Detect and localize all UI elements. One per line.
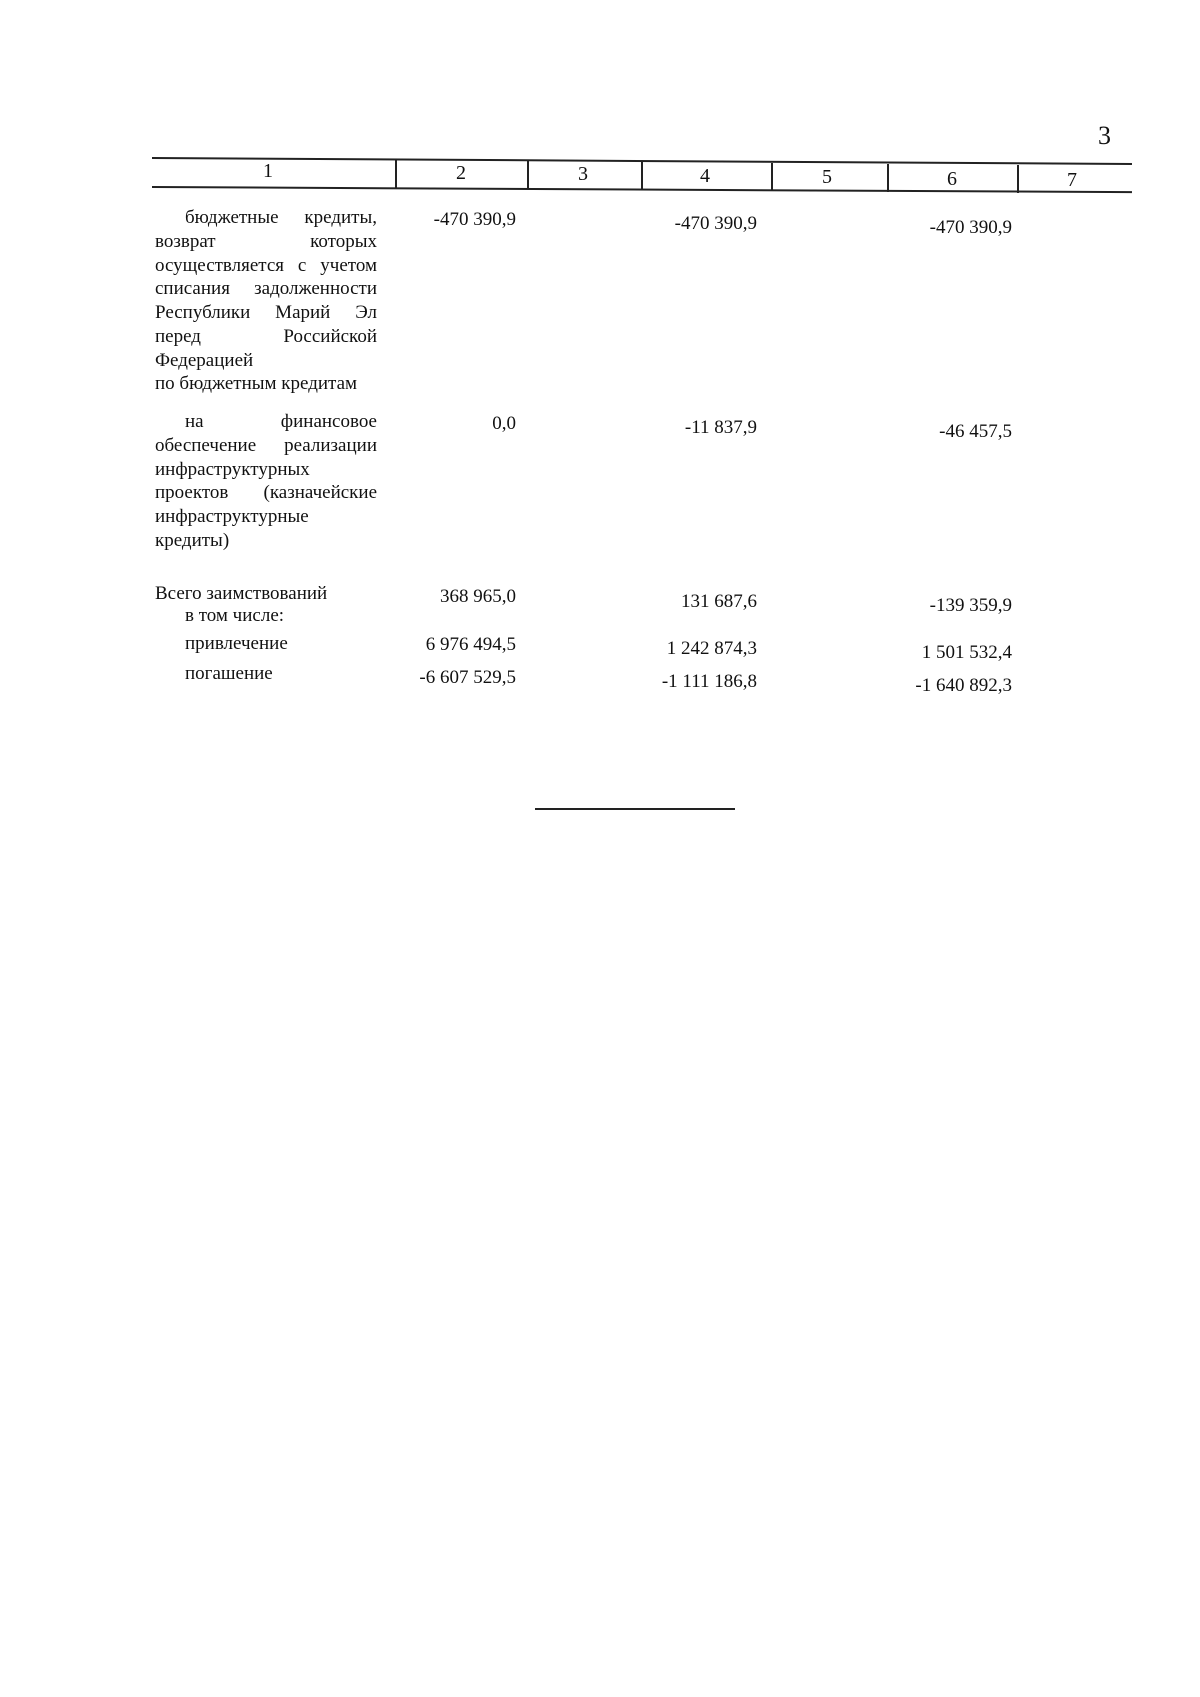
column-number-7: 7	[1067, 169, 1077, 191]
label-line: Республики Марий Эл	[155, 302, 377, 323]
total-col6: -139 359,9	[929, 595, 1012, 616]
row-label-repayment: погашение	[185, 663, 273, 684]
budget-credits-col6: -470 390,9	[929, 217, 1012, 238]
column-number-5: 5	[822, 166, 832, 188]
label-line: инфраструктурные	[155, 506, 309, 527]
label-line: Федерацией	[155, 349, 254, 371]
label-line: проектов (казначейские	[155, 482, 377, 504]
header-divider-1-2	[395, 160, 397, 188]
row-sublabel-including: в том числе:	[185, 605, 285, 626]
repayment-col6: -1 640 892,3	[915, 675, 1012, 696]
attraction-col2: 6 976 494,5	[425, 634, 516, 655]
header-divider-4-5	[771, 163, 773, 191]
column-number-1: 1	[263, 160, 273, 182]
total-col2: 368 965,0	[440, 586, 516, 607]
row-label-total: Всего заимствований	[155, 583, 328, 604]
column-number-6: 6	[947, 168, 957, 190]
label-line: обеспечение реализации	[155, 434, 377, 456]
label-line: осуществляется с учетом	[155, 254, 377, 276]
label-line: на финансовое	[185, 411, 377, 432]
repayment-col4: -1 111 186,8	[661, 671, 757, 692]
header-divider-2-3	[527, 161, 529, 189]
infrastructure-col4: -11 837,9	[684, 417, 757, 438]
budget-credits-col4: -470 390,9	[674, 213, 757, 234]
header-divider-5-6	[887, 164, 889, 192]
attraction-col6: 1 501 532,4	[921, 642, 1012, 663]
budget-credits-col2: -470 390,9	[433, 209, 516, 230]
end-of-table-line	[535, 808, 735, 810]
column-number-3: 3	[578, 163, 588, 185]
label-line: инфраструктурных	[155, 458, 310, 480]
header-divider-3-4	[641, 162, 643, 190]
column-number-2: 2	[456, 162, 466, 184]
attraction-col4: 1 242 874,3	[666, 638, 757, 659]
label-line: списания задолженности	[155, 278, 377, 300]
label-line: бюджетные кредиты,	[185, 207, 377, 228]
label-line: по бюджетным кредитам	[155, 373, 358, 395]
total-col4: 131 687,6	[681, 591, 757, 612]
column-number-4: 4	[700, 165, 710, 187]
page-number: 3	[1098, 121, 1111, 150]
infrastructure-col6: -46 457,5	[939, 421, 1012, 442]
row-label-infrastructure	[155, 410, 377, 553]
label-line: кредиты)	[155, 529, 230, 551]
repayment-col2: -6 607 529,5	[419, 667, 516, 688]
label-line: возврат которых	[155, 230, 377, 252]
row-label-attraction: привлечение	[185, 633, 288, 654]
row-label-budget-credits	[155, 206, 377, 396]
infrastructure-col2: 0,0	[492, 413, 516, 434]
header-divider-6-7	[1017, 165, 1019, 193]
label-line: перед Российской	[155, 325, 377, 347]
